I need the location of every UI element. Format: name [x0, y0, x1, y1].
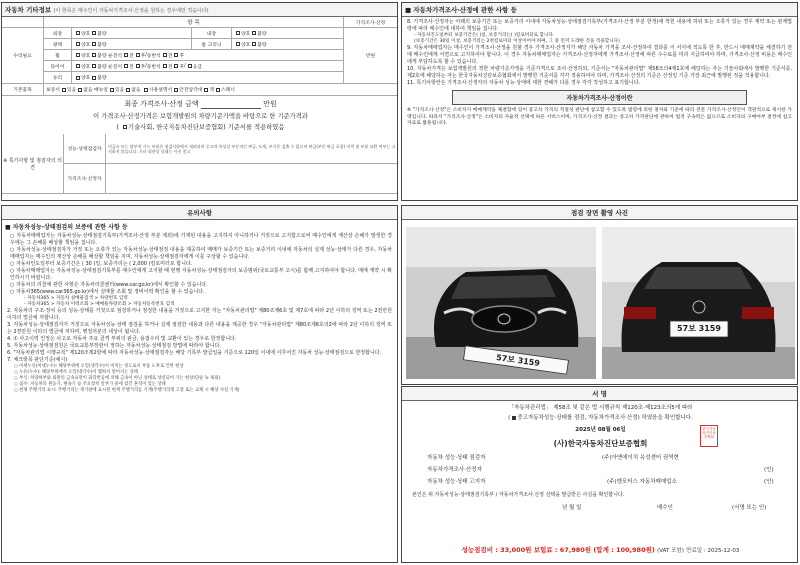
- checkbox[interactable]: [62, 88, 66, 92]
- price-notice-section: [401, 2, 798, 201]
- checkbox[interactable]: [174, 53, 178, 57]
- notifier-seal-mark: (인): [764, 479, 774, 485]
- checkbox[interactable]: [124, 64, 128, 68]
- inspector-value: (주)아앤에이치 유성센터 권역현: [602, 455, 679, 461]
- checkbox[interactable]: [78, 88, 82, 92]
- cautions-title: ■ 자동차성능·상태점검의 보증에 관한 사항 등: [5, 224, 128, 231]
- buyer-label: 매수인: [657, 505, 673, 511]
- checkbox[interactable]: [174, 64, 178, 68]
- notifier-label: 자동차 성능·상태 고지자: [427, 479, 486, 485]
- final-price-line: 최종 가격조사·산정 금액 만원: [124, 100, 277, 108]
- rear-plate: 57보 3159: [677, 324, 721, 333]
- association-seal: 한국자동차진단보증협회: [700, 425, 718, 447]
- signature-header: 서 명: [402, 387, 797, 401]
- basis-line: 이 가격조사·산정가격은 보험개발원의 차량기준가액을 바탕으로 한 기준가격과: [93, 113, 308, 120]
- checkbox[interactable]: [204, 88, 208, 92]
- checkbox[interactable]: [92, 64, 96, 68]
- association-name: (사)한국자동차진단보증협회: [553, 439, 648, 448]
- checkbox[interactable]: [92, 31, 96, 35]
- checkbox[interactable]: [92, 42, 96, 46]
- appraiser-label: 자동차가격조사·산정자: [427, 467, 482, 473]
- checkbox[interactable]: [236, 31, 240, 35]
- checkbox[interactable]: [92, 76, 96, 80]
- confirm-text: 본인은 위 자동차성능·상태점검기록부 / 자동차가격조사·산정 선택을 발급받은 사실을 확인합니다.: [412, 492, 625, 498]
- basis-options: ( 기술사회, 한국자동차진단보증협회) 기준서를 적용하였음: [116, 124, 285, 131]
- auto-info-section: [1, 2, 398, 201]
- checkbox[interactable]: [110, 88, 114, 92]
- checkbox[interactable]: [252, 42, 256, 46]
- price-explain-text: ※ "가격조사·산정"은 소비자가 매매계약을 체결함에 있어 중고차 가격의 적절성 판단에 참고할 수 있도록 법령에 의한 절차와 기준에 따라 전문 가격조사·산정인이 객관적으로 제시한 가액입니다. 따라서 "가격조사·산정"은 소비자의 자율적 선택에 따른 서비스이며, 가격조사·산정 결과는 중고차 가격판단에 관하여 법적 구속력은 없으므로 소비자의 구매여부 결정에 참고자료로 활용됩니다.: [407, 108, 792, 127]
- checkbox[interactable]: [136, 64, 140, 68]
- appraiser-seal-mark: (인): [764, 467, 774, 473]
- caution-sub: - 자동차365 > 자동차 실매물검색 > 차량번호 입력: [24, 296, 128, 301]
- caution-item: ○ 자동차인도일부터 보증기간은 ( 30 )일, 보증거리는 ( 2,000 )킬로미터로 합니다.: [10, 261, 193, 267]
- checkbox[interactable]: [76, 42, 80, 46]
- price-notice-title: ■ 자동차가격조사·산정에 관한 사항 등: [402, 3, 797, 17]
- criteria-item: ○ 미세누유(미세누수): 해당부위에 오일(냉각수)이 비치는 정도로서 부품 노후로 인한 현상: [14, 364, 184, 370]
- checkbox[interactable]: [76, 53, 80, 57]
- checkbox[interactable]: [124, 53, 128, 57]
- caution-item: 6. "자동차관리법 시행규칙" 제120조제2항에 따라 자동차성능·상태점검자는 해당 기록부 발급일을 기준으로 120일 이내에 이루어진 자동차 성능·상태점검으로 한정합니다.: [7, 350, 382, 357]
- notice-item: 11. 특기사항란은 가격조사·산정자의 자동차 성능·상태에 대한 견해가 다를 경우 각각 작성하고 표기합니다.: [407, 80, 641, 87]
- notifier-value: (주)엠포터스 자동차매매업소: [607, 479, 677, 485]
- checkbox[interactable]: [163, 53, 167, 57]
- checkbox[interactable]: [76, 31, 80, 35]
- checkbox[interactable]: [123, 125, 127, 129]
- checkbox[interactable]: [188, 64, 192, 68]
- caution-sub: - 자동차365 > 자동차 이력조회 > 매매용차량조회 > 자동차등록번호 검색: [24, 302, 175, 308]
- checkbox[interactable]: [92, 53, 96, 57]
- signature-section: [401, 386, 798, 563]
- notice-item: 9. 자동차매매업자는 매수인이 가격조사·산정을 원할 경우 가격조사·산정자가 해당 자동차 가격을 조사·산정하여 결과를 이 서식에 적도록 한 후, 반드시 매매계약을 체결하기 전에 매수인에게 서면으로 고지하여야 합니다. 이 경우 자동차매매업자는 가격조사·산정자에게 가격조사·산정에 따른 수수료를 미리 지급하여야 하며, 가격조사·산정 비용은 매수인에게 부담하도록 할 수 있습니다.: [407, 45, 792, 66]
- photo-header: 점검 장면 촬영 사진: [402, 206, 797, 220]
- cautions-section: [1, 205, 398, 563]
- caution-item: 5. 자동차성능·상태점검원은 국토교통부장관이 정하는 자동차성능·상태점검 방법에 따라야 합니다.: [7, 343, 221, 350]
- checkbox[interactable]: [76, 76, 80, 80]
- checkbox[interactable]: [216, 88, 220, 92]
- criteria-item: ○ 침수: 자동차의 원동기, 변속기 등 주요장치 일부가 물에 잠긴 흔적이 있는 상태: [14, 382, 166, 388]
- checkbox[interactable]: [252, 31, 256, 35]
- caution-item: 3. 자동차성능·상태점검자가 거짓으로 자동차성능·상태 점검을 하거나 실제 점검한 내용과 다른 내용을 제공한 경우 "자동차관리법" 제80조제6호의2에 따라 2년 이하의 징역 또는 2천만원 이하의 벌금에 처하며, 행정처분의 대상이 됩니다.: [7, 322, 392, 336]
- car-front-photo: [406, 227, 596, 379]
- notice-item: (보증기간은 30일 이상, 보증거리는 2천킬로미터 이상이어야 하며, 그 중 먼저 도래한 것을 적용합니다): [414, 39, 620, 45]
- checkbox[interactable]: [144, 88, 148, 92]
- checkbox[interactable]: [126, 88, 130, 92]
- caution-item: 2. 자동차의 구조·장치 등의 성능·상태를 거짓으로 점검하거나 점검한 내용을 거짓으로 고지한 자는 "자동차관리법" 제80조제6호 및 제7호에 따라 2년 이하의 징역 또는 2천만원 이하의 벌금에 처합니다.: [7, 308, 394, 322]
- caution-item: 4. ① 사고이력 인정은 사고로 자동차 주요 골격 부위의 판금, 용접수리 및 교환이 있는 경우로 한정합니다.: [7, 336, 237, 343]
- fee-line: 성능점검비 : 33,000원 보험료 : 67,980원 (합계 : 100,980원) (VAT 포함) 만료일 : 2025-12-03: [461, 546, 740, 554]
- caution-item: 7. 체크항목 판단기준(예시): [7, 357, 68, 364]
- criteria-item: ○ 누유(누수): 해당부위에서 오일(냉각수)이 맺혀서 떨어지는 상태: [14, 370, 138, 376]
- checkbox[interactable]: [512, 416, 516, 420]
- notice-item: 10. 자동차가격은 보험개발원의 정한 차량기준가액을 기준가격으로 조사·산정하되, 기준서는 "자동차관리법" 제58조의4제1호에 해당하는 자는 기술사회에서 발행한 기준서를, 제2호에 해당하는 자는 한국자동차진단보증협회에서 발행한 기준서를 각각 적용하여야 하며, 가격조사·산정의 기준은 산정일 기준 가장 최근에 발행된 것을 적용합니다.: [407, 66, 794, 80]
- buyer-sign: (서명 또는 인): [732, 505, 767, 511]
- sign-date: 2025년 08월 06일: [575, 427, 626, 433]
- caution-item: ○ 자동차매매업자는 자동차성능·상태점검기록부를 매수인에게 고지할 때 현행 자동차성능·상태점검자의 보증범위(국토교통부 고시)를 함께 고지하여야 합니다. 매매 계약 시 확인하시기 바랍니다.: [10, 268, 392, 281]
- repair-grid: 항 목 가격조사·산정 수리필요 만원 외장 양호 불량 내장 양호 불량 광택 양호 불량 룸 크리닝 양호 불량 휠 양호 불량 운전석 전 후 / 동반석 전 후 타이어 양호 불량 운전석 전 후 / 동반석 전 후 / 응급 유리 양호 불량 기본품목 보증서 있음 없음 매뉴얼 있음 없음 사용설명서 안전삼각대 잭 스패너: [2, 17, 398, 103]
- front-plate: 57보 3159: [495, 352, 541, 369]
- photo-section: [401, 205, 798, 385]
- caution-item: ○ 자동차매매업자는 자동차성능·상태점검기록부(가격조사·산정 부분 제외)에 기재된 내용을 고지하지 아니하거나 거짓으로 고지함으로써 매수인에게 재산상 손해가 발생한 경우에는 그 손해를 배상할 책임을 집니다.: [10, 233, 392, 246]
- criteria-item: ○ 부식: 차량하부와 외판의 금속표면이 화학반응에 의해 금속이 아닌 상태로 상실되어 가는 현상(단순 녹 제외): [14, 376, 221, 382]
- special-table: ※ 특기사항 및 점검자의 의견 성능·상태점검자 비금속 또는 탈부착 가능 부품은 점검사항에서 제외되며 중고차 특성상 부분적인 판금, 도색, 부식은 검출 수 없으며 판금(부분 판금 포함) 이력 및 부품 교환 여부는 고지하지 않습니다. 기타 외관상 상태는 사진 참고 가격조사·산정자: [2, 134, 398, 201]
- caution-item: ○ 자동차성능·상태점검자가 거짓 또는 오류가 있는 자동차성능·상태점검 내용을 제공하여 매매가 보증기간 또는 보증거리 이내에 자동차의 실제 성능·상태가 다른 경우, 자동차매매업자는 매수인의 재산상 손해를 배상할 책임을 지며, 자동차성능·상태점검자에게 이를 구상할 수 있습니다.: [10, 247, 392, 260]
- criteria-item: ○ 현재 주행거리 표시: 주행거리는 계기판에 표시된 현재 주행거리를 기재(주행거리계 고장 또는 교체 시 해당 사실 기재): [14, 388, 240, 394]
- checkbox[interactable]: [174, 88, 178, 92]
- checkbox[interactable]: [76, 64, 80, 68]
- checkbox[interactable]: [236, 42, 240, 46]
- car-rear-photo: [602, 227, 795, 379]
- checkbox[interactable]: [136, 53, 140, 57]
- price-explain-title: 자동차가격조사·산정이란: [452, 90, 747, 105]
- law-text: 「자동차관리법」 제58조 및 같은 법 시행규칙 제120조·제123조의5에 따라: [508, 405, 693, 411]
- notice-item: 8. 가격조사·산정자는 아래의 보증기간 또는 보증거리 이내에 자동차성능·상태점검기록부(가격조사·산정 부분 한정)에 적힌 내용에 허위 또는 오류가 있는 경우 계약 또는 관계법령에 따라 매수인에 대하여 책임을 집니다.: [407, 19, 792, 32]
- law-text-2: ( 중고자동차성능·상태를 점검, 자동차가격조사·산정) 하였음을 확인합니다.: [508, 415, 693, 421]
- auto-info-title: 자동차 기타정보 (이 항목은 매수인이 자동차가격조사·산정을 원하는 경우에만 적습니다): [2, 3, 397, 17]
- caution-item: ○ 자동차의 리콜에 관한 사항은 자동차리콜센터(www.car.go.kr)에서 확인할 수 있습니다.: [10, 282, 208, 288]
- caution-item: ○ 자동차365(www.car365.go.kr)에서 실매물 조회 및 정비이력 확인을 할 수 있습니다.: [10, 289, 205, 295]
- checkbox[interactable]: [163, 64, 167, 68]
- cautions-header: 유의사항: [2, 206, 397, 220]
- notice-item: - 자동차진도일부터 보증기간은( )일, 보증거리는( )킬로미터로 합니다.: [414, 33, 555, 38]
- inspector-label: 자동차 성능·상태 점검자: [427, 455, 486, 461]
- buyer-date: 년 월 일: [562, 505, 582, 511]
